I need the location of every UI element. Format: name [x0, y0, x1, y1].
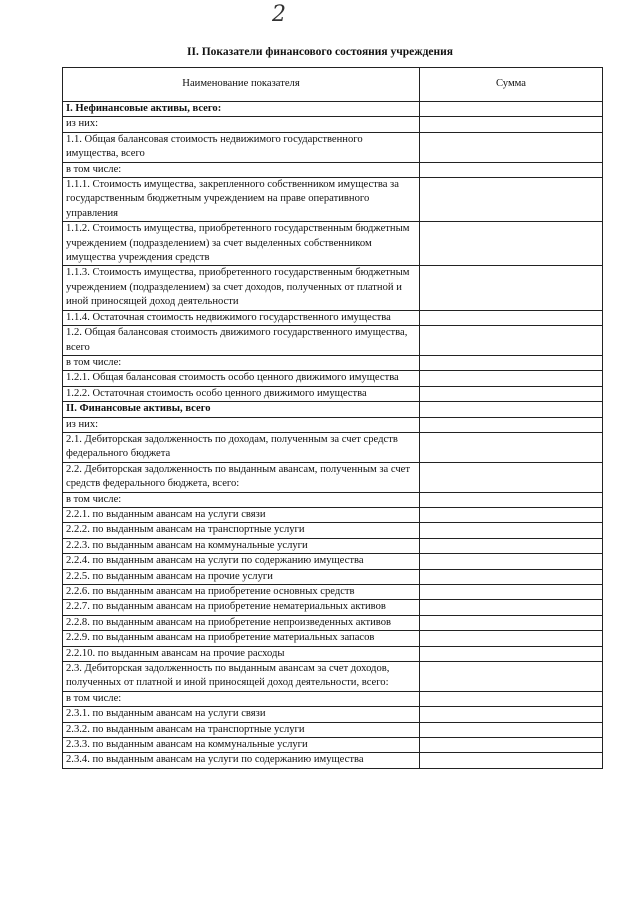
indicator-name-cell: 1.1.3. Стоимость имущества, приобретенного государственным бюджетным учреждением (подразделением) за счет доходов, полученных от платной и иной приносящей доход деятельности — [63, 266, 420, 310]
table-row — [63, 662, 603, 692]
indicator-name-cell: 2.2.9. по выданным авансам на приобретение материальных запасов — [63, 631, 420, 646]
table-row — [63, 738, 603, 753]
indicator-name-cell: 2.2.4. по выданным авансам на услуги по содержанию имущества — [63, 554, 420, 569]
table-row — [63, 554, 603, 569]
table-row — [63, 102, 603, 117]
table-row — [63, 386, 603, 401]
indicator-name-cell: 1.1.4. Остаточная стоимость недвижимого государственного имущества — [63, 310, 420, 325]
table-row — [63, 462, 603, 492]
table-row — [63, 753, 603, 768]
indicator-name-cell: 2.3.1. по выданным авансам на услуги связи — [63, 707, 420, 722]
indicator-name-cell: 2.2.3. по выданным авансам на коммунальные услуги — [63, 538, 420, 553]
table-row — [63, 585, 603, 600]
table-row — [63, 646, 603, 661]
indicator-name-cell: 2.2.7. по выданным авансам на приобретение нематериальных активов — [63, 600, 420, 615]
table-row — [63, 178, 603, 222]
table-row — [63, 538, 603, 553]
indicator-name-cell: 2.1. Дебиторская задолженность по доходам, полученным за счет средств федерального бюджета — [63, 432, 420, 462]
indicator-name-cell: в том числе: — [63, 691, 420, 706]
table-row — [63, 600, 603, 615]
indicator-name-cell: в том числе: — [63, 355, 420, 370]
sum-cell[interactable] — [420, 371, 603, 386]
indicator-name-cell: 1.1.1. Стоимость имущества, закрепленного собственником имущества за государственным бюджетным учреждением на праве оперативного управления — [63, 178, 420, 222]
sum-cell[interactable] — [420, 569, 603, 584]
table-row — [63, 132, 603, 162]
table-row — [63, 310, 603, 325]
indicator-name-cell: 1.2. Общая балансовая стоимость движимого государственного имущества, всего — [63, 326, 420, 356]
indicator-name-cell: 2.2.6. по выданным авансам на приобретение основных средств — [63, 585, 420, 600]
column-header-sum: Сумма — [420, 68, 603, 102]
sum-cell[interactable] — [420, 492, 603, 507]
indicator-name-cell: 2.2.8. по выданным авансам на приобретение непроизведенных активов — [63, 615, 420, 630]
sum-cell[interactable] — [420, 117, 603, 132]
sum-cell[interactable] — [420, 600, 603, 615]
sum-cell[interactable] — [420, 432, 603, 462]
page-number: 2 — [272, 2, 286, 27]
sum-cell[interactable] — [420, 646, 603, 661]
table-row — [63, 162, 603, 177]
table-row — [63, 492, 603, 507]
sum-cell[interactable] — [420, 615, 603, 630]
table-row — [63, 432, 603, 462]
table-row — [63, 222, 603, 266]
table-row — [63, 371, 603, 386]
sum-cell[interactable] — [420, 554, 603, 569]
sum-cell[interactable] — [420, 222, 603, 266]
sum-cell[interactable] — [420, 326, 603, 356]
indicator-name-cell: 2.3.4. по выданным авансам на услуги по содержанию имущества — [63, 753, 420, 768]
sum-cell[interactable] — [420, 662, 603, 692]
sum-cell[interactable] — [420, 707, 603, 722]
sum-cell[interactable] — [420, 507, 603, 522]
sum-cell[interactable] — [420, 132, 603, 162]
table-row — [63, 707, 603, 722]
indicator-name-cell: из них: — [63, 117, 420, 132]
sum-cell[interactable] — [420, 462, 603, 492]
table-row — [63, 507, 603, 522]
indicator-name-cell: 2.2.1. по выданным авансам на услуги связи — [63, 507, 420, 522]
indicator-name-cell: 2.2.5. по выданным авансам на прочие услуги — [63, 569, 420, 584]
sum-cell[interactable] — [420, 178, 603, 222]
sum-cell[interactable] — [420, 538, 603, 553]
sum-cell[interactable] — [420, 102, 603, 117]
sum-cell[interactable] — [420, 738, 603, 753]
table-row — [63, 326, 603, 356]
sum-cell[interactable] — [420, 386, 603, 401]
sum-cell[interactable] — [420, 355, 603, 370]
sum-cell[interactable] — [420, 162, 603, 177]
table-row — [63, 569, 603, 584]
table-row — [63, 355, 603, 370]
indicator-name-cell: из них: — [63, 417, 420, 432]
indicator-name-cell: 2.3.2. по выданным авансам на транспортные услуги — [63, 722, 420, 737]
table-header-row — [63, 68, 603, 102]
sum-cell[interactable] — [420, 722, 603, 737]
sum-cell[interactable] — [420, 402, 603, 417]
sum-cell[interactable] — [420, 691, 603, 706]
page-title: II. Показатели финансового состояния учреждения — [187, 46, 453, 58]
table-row — [63, 266, 603, 310]
indicator-name-cell: 1.2.2. Остаточная стоимость особо ценного движимого имущества — [63, 386, 420, 401]
indicator-name-cell: 2.2.2. по выданным авансам на транспортные услуги — [63, 523, 420, 538]
indicator-name-cell: 2.2.10. по выданным авансам на прочие расходы — [63, 646, 420, 661]
column-header-indicator: Наименование показателя — [63, 68, 420, 102]
table-row — [63, 722, 603, 737]
indicator-name-cell: 2.2. Дебиторская задолженность по выданным авансам, полученным за счет средств федерального бюджета, всего: — [63, 462, 420, 492]
sum-cell[interactable] — [420, 266, 603, 310]
sum-cell[interactable] — [420, 310, 603, 325]
indicator-name-cell: в том числе: — [63, 162, 420, 177]
indicator-name-cell: 2.3. Дебиторская задолженность по выданным авансам за счет доходов, полученных от платной и иной приносящей доход деятельности, всего: — [63, 662, 420, 692]
sum-cell[interactable] — [420, 417, 603, 432]
sum-cell[interactable] — [420, 631, 603, 646]
table-row — [63, 117, 603, 132]
table-row — [63, 402, 603, 417]
financial-indicators-table — [62, 67, 603, 769]
sum-cell[interactable] — [420, 753, 603, 768]
indicator-name-cell: I. Нефинансовые активы, всего: — [63, 102, 420, 117]
indicator-name-cell: II. Финансовые активы, всего — [63, 402, 420, 417]
indicator-name-cell: в том числе: — [63, 492, 420, 507]
table-row — [63, 523, 603, 538]
indicator-name-cell: 1.2.1. Общая балансовая стоимость особо ценного движимого имущества — [63, 371, 420, 386]
sum-cell[interactable] — [420, 585, 603, 600]
indicator-name-cell: 2.3.3. по выданным авансам на коммунальные услуги — [63, 738, 420, 753]
indicator-name-cell: 1.1.2. Стоимость имущества, приобретенного государственным бюджетным учреждением (подразделением) за счет выделенных собственником имущества учреждения средств — [63, 222, 420, 266]
table-row — [63, 417, 603, 432]
table-row — [63, 631, 603, 646]
table-row — [63, 615, 603, 630]
sum-cell[interactable] — [420, 523, 603, 538]
indicator-name-cell: 1.1. Общая балансовая стоимость недвижимого государственного имущества, всего — [63, 132, 420, 162]
table-row — [63, 691, 603, 706]
